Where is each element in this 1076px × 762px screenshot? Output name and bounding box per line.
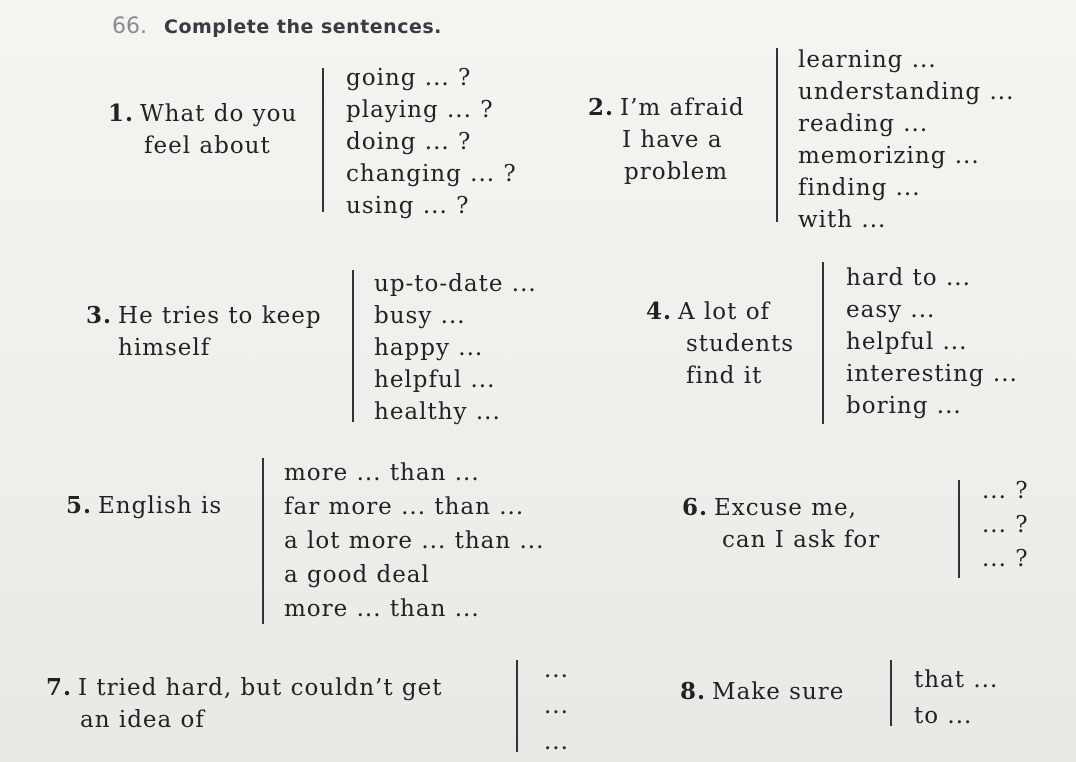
- item-1-option: changing ... ?: [346, 161, 517, 187]
- item-2-options: [798, 44, 1014, 236]
- item-3-stem-line: He tries to keep: [118, 303, 322, 329]
- item-6-stem-line: Excuse me,: [714, 495, 857, 521]
- item-7-option: ...: [544, 693, 569, 719]
- item-4-stem: [646, 296, 794, 392]
- item-8-stem-line: Make sure: [712, 679, 845, 705]
- item-1-stem: [108, 98, 297, 162]
- item-2-option: understanding ...: [798, 79, 1015, 105]
- item-2-option: reading ...: [798, 111, 929, 137]
- item-8-option: to ...: [914, 703, 973, 729]
- item-2-option: memorizing ...: [798, 143, 980, 169]
- item-2-stem-line: I’m afraid: [620, 95, 745, 121]
- item-4-stem-line: students: [686, 331, 795, 357]
- item-5-option: far more ... than ...: [284, 494, 525, 520]
- item-2-option: with ...: [798, 207, 887, 233]
- item-3-stem-line: himself: [118, 335, 211, 361]
- item-1-number: 1.: [108, 100, 135, 127]
- item-3-option: busy ...: [374, 303, 466, 329]
- item-6-number: 6.: [682, 494, 709, 521]
- item-3-options: [374, 268, 537, 428]
- exercise-number: 66.: [112, 14, 147, 39]
- item-4-option: boring ...: [846, 393, 962, 419]
- item-4-options: [846, 262, 1018, 422]
- item-3-option: healthy ...: [374, 399, 501, 425]
- item-8-option: that ...: [914, 667, 999, 693]
- item-2-option: finding ...: [798, 175, 921, 201]
- item-5-stem-line: English is: [98, 493, 223, 519]
- item-7-option: ...: [544, 657, 569, 683]
- item-2-option: learning ...: [798, 47, 937, 73]
- item-6-divider: [958, 480, 960, 578]
- item-3-option: up-to-date ...: [374, 271, 537, 297]
- item-1-divider: [322, 68, 324, 212]
- item-1-option: using ... ?: [346, 193, 470, 219]
- item-3-stem: [86, 300, 322, 364]
- item-5-option: a good deal: [284, 562, 430, 588]
- item-1-option: doing ... ?: [346, 129, 472, 155]
- item-5-number: 5.: [66, 492, 93, 519]
- item-3-option: helpful ...: [374, 367, 496, 393]
- item-4-number: 4.: [646, 298, 673, 325]
- item-8-divider: [890, 660, 892, 726]
- item-6-option: ... ?: [982, 512, 1029, 538]
- item-2-stem-line: problem: [624, 159, 729, 185]
- item-7-number: 7.: [46, 674, 73, 701]
- item-2-stem: [588, 92, 745, 188]
- item-6-stem: [682, 492, 880, 556]
- item-6-stem-line: can I ask for: [722, 527, 881, 553]
- item-7-option: ...: [544, 729, 569, 755]
- item-8-options: [914, 662, 998, 734]
- item-1-stem-line: feel about: [144, 133, 271, 159]
- item-7-divider: [516, 660, 518, 752]
- item-6-option: ... ?: [982, 546, 1029, 572]
- item-7-options: [544, 652, 569, 760]
- item-5-option: a lot more ... than ...: [284, 528, 545, 554]
- item-4-divider: [822, 262, 824, 424]
- item-3-option: happy ...: [374, 335, 484, 361]
- item-6-option: ... ?: [982, 478, 1029, 504]
- item-5-option: more ... than ...: [284, 460, 480, 486]
- item-4-option: helpful ...: [846, 329, 968, 355]
- item-1-stem-line: What do you: [140, 101, 298, 127]
- item-2-number: 2.: [588, 94, 615, 121]
- item-7-stem-line: an idea of: [80, 707, 205, 733]
- item-8-number: 8.: [680, 678, 707, 705]
- item-2-divider: [776, 48, 778, 222]
- item-4-stem-line: find it: [686, 363, 763, 389]
- item-6-options: [982, 474, 1029, 576]
- item-4-option: easy ...: [846, 297, 936, 323]
- item-5-stem: [66, 490, 222, 522]
- item-5-divider: [262, 458, 264, 624]
- item-7-stem: [46, 672, 442, 736]
- item-8-stem: [680, 676, 844, 708]
- exercise-header: [112, 14, 442, 39]
- item-2-stem-line: I have a: [622, 127, 723, 153]
- item-3-divider: [352, 270, 354, 422]
- item-1-option: going ... ?: [346, 65, 472, 91]
- item-1-option: playing ... ?: [346, 97, 494, 123]
- item-5-options: [284, 456, 544, 626]
- exercise-title: Complete the sentences.: [164, 16, 442, 38]
- item-5-option: more ... than ...: [284, 596, 480, 622]
- item-1-options: [346, 62, 517, 222]
- item-4-option: hard to ...: [846, 265, 971, 291]
- item-4-option: interesting ...: [846, 361, 1018, 387]
- item-4-stem-line: A lot of: [678, 299, 771, 325]
- item-7-stem-line: I tried hard, but couldn’t get: [78, 675, 443, 701]
- item-3-number: 3.: [86, 302, 113, 329]
